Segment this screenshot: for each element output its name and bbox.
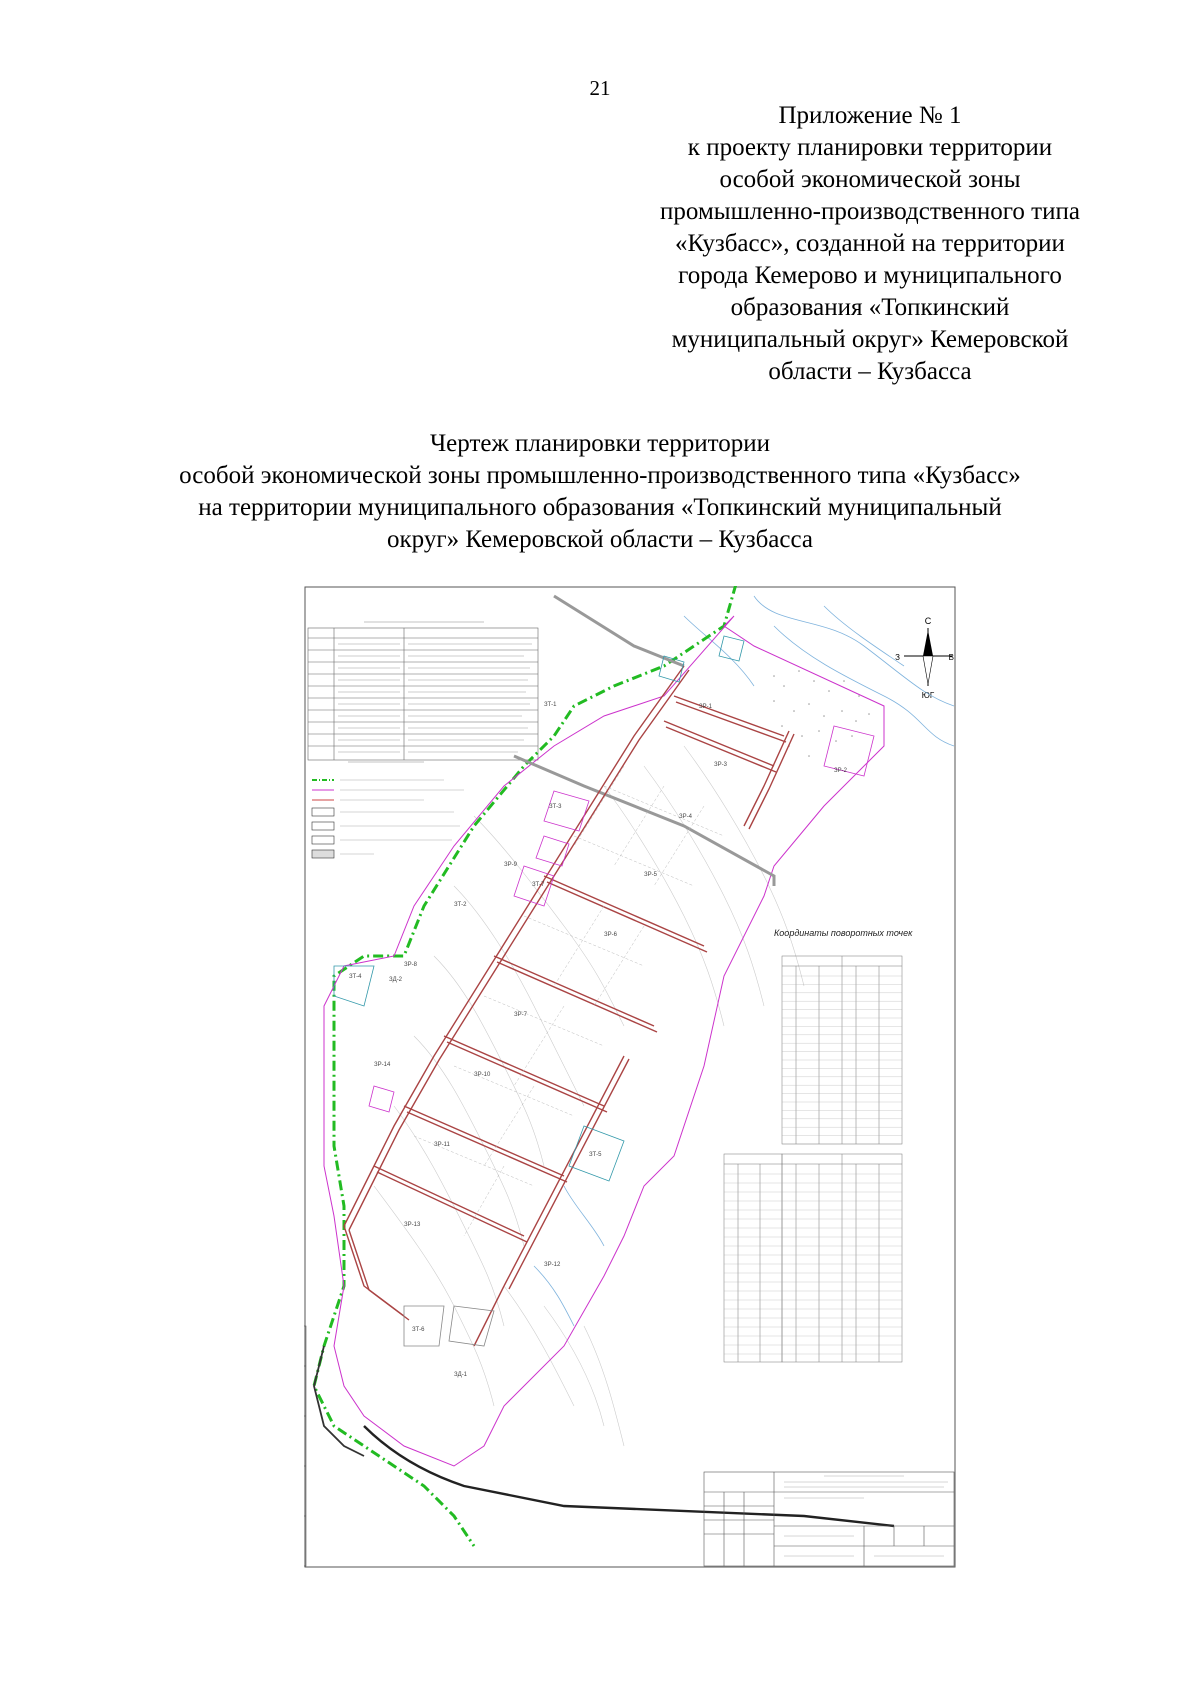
zone-label: ЗР-11 [434,1142,450,1148]
zone-label: ЗР-8 [404,962,417,968]
appendix-line: «Кузбасс», созданной на территории [675,230,1065,257]
zone-label: ЗТ-7 [532,882,545,888]
zone-label: ЗР-2 [834,768,847,774]
drawing-title [0,428,1200,556]
zone-label: ЗР-4 [679,814,692,820]
compass-west: З [895,653,900,662]
drawing-title-line: Чертеж планировки территории [429,430,771,457]
zone-label: ЗТ-3 [549,804,562,810]
zone-label: ЗД-1 [454,1372,468,1378]
coordinates-title: Координаты поворотных точек [774,928,913,938]
planning-drawing-svg [304,586,956,1568]
drawing-title-line: на территории муниципального образования «Топкинский муниципальный [198,494,1002,521]
zone-label: ЗР-13 [404,1222,421,1228]
zone-label: ЗР-14 [374,1062,391,1068]
compass-south: ЮГ [921,691,935,700]
zone-label: ЗР-5 [644,872,657,878]
appendix-block [620,100,1120,388]
zone-label: ЗР-6 [604,932,617,938]
appendix-line: города Кемерово и муниципального [678,262,1062,289]
zone-label: ЗТ-5 [589,1152,602,1158]
appendix-line: промышленно-производственного типа [660,198,1080,225]
appendix-line: образования «Топкинский [730,294,1010,321]
zone-label: ЗР-10 [474,1072,491,1078]
zone-label: ЗТ-4 [349,974,362,980]
zone-label: ЗТ-6 [412,1327,425,1333]
zone-label: ЗД-2 [389,977,403,983]
appendix-line: Приложение № 1 [778,102,962,129]
appendix-line: муниципальный округ» Кемеровской [671,326,1069,353]
zone-label: ЗР-1 [699,704,712,710]
compass-north: С [924,616,932,626]
appendix-line: особой экономической зоны [719,166,1021,193]
appendix-line: к проекту планировки территории [687,134,1053,161]
zone-label: ЗР-12 [544,1262,561,1268]
planning-drawing [304,586,956,1568]
appendix-line: области – Кузбасса [768,358,972,385]
zone-label: ЗТ-2 [454,902,467,908]
zone-label: ЗР-7 [514,1012,527,1018]
zone-label: ЗТ-1 [544,702,557,708]
drawing-title-line: округ» Кемеровской области – Кузбасса [387,526,813,553]
zone-label: ЗР-3 [714,762,727,768]
compass-east: В [948,653,954,662]
page-number: 21 [589,76,611,100]
drawing-title-line: особой экономической зоны промышленно-производственного типа «Кузбасс» [179,462,1021,489]
zone-label: ЗР-9 [504,862,517,868]
